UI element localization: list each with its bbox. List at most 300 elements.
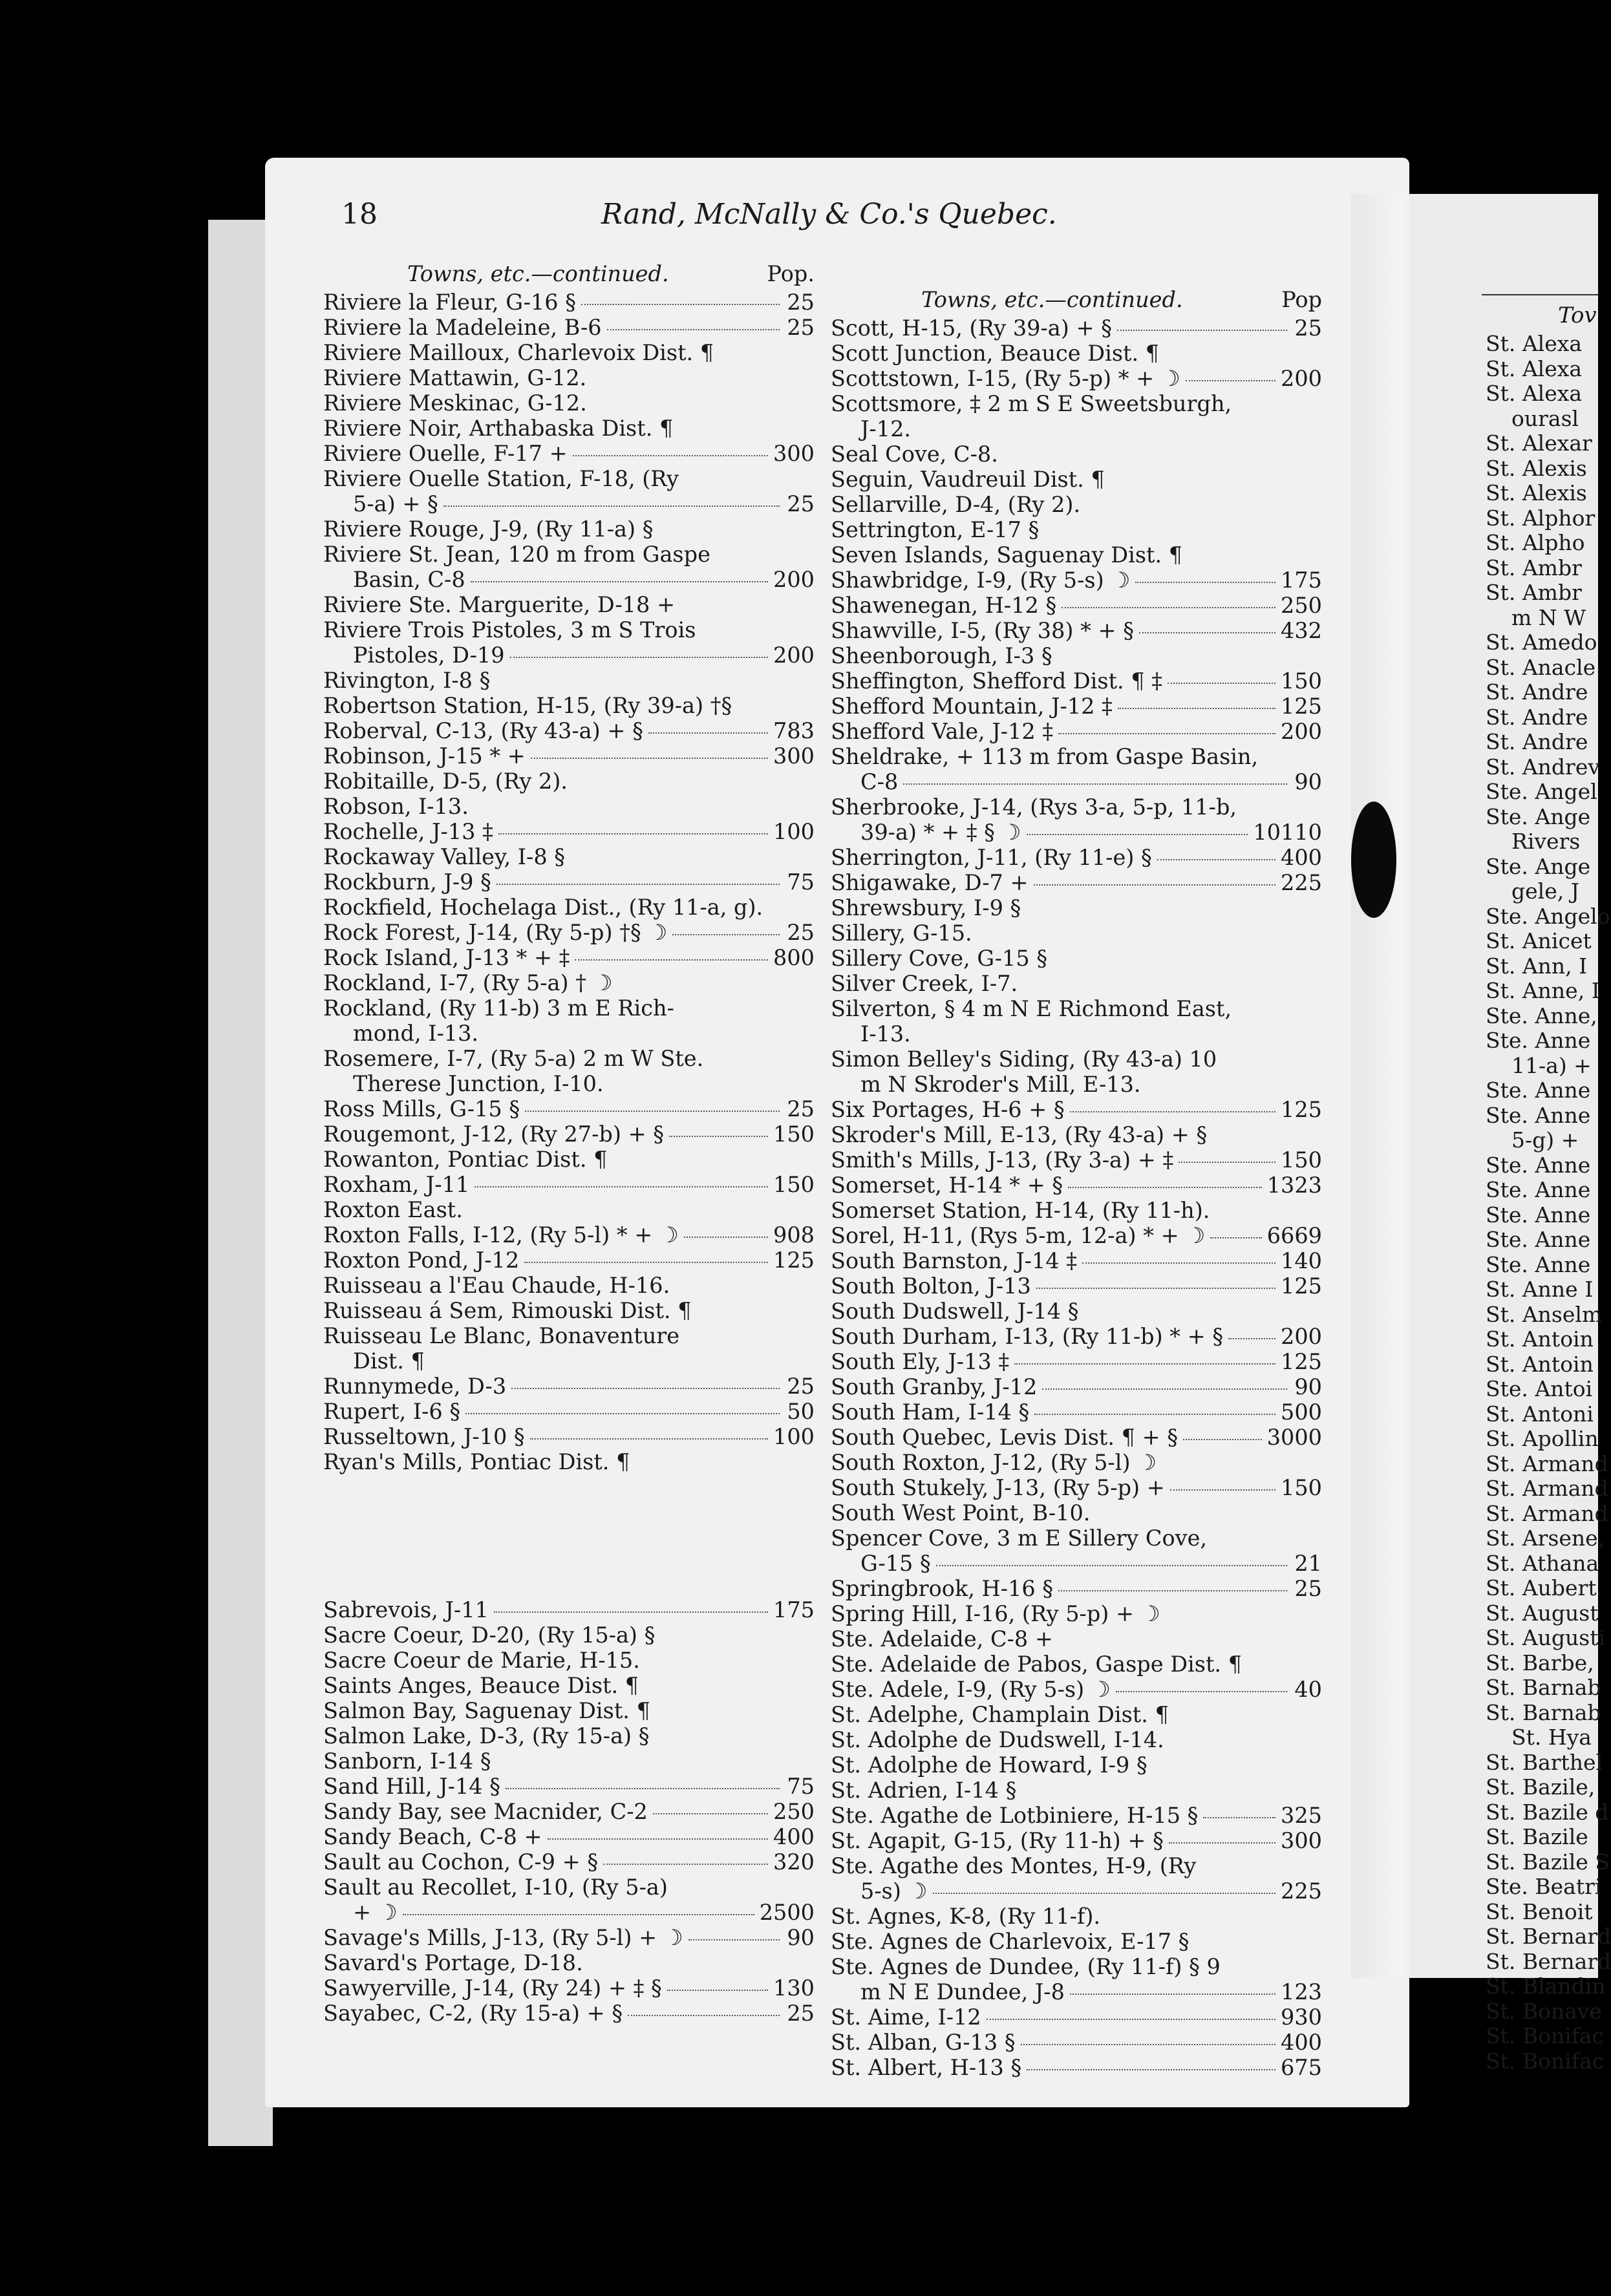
facing-page-entry: St. Armand bbox=[1486, 1476, 1608, 1501]
gazetteer-entry bbox=[323, 1147, 815, 1172]
entry-name: St. Albert, H-13 § bbox=[831, 2055, 1022, 2080]
facing-page-entry: ourasl bbox=[1511, 405, 1579, 431]
leader-dots bbox=[525, 1111, 780, 1112]
facing-page-entry: St. Blandin bbox=[1486, 1973, 1606, 1999]
facing-page-entry: St. Alexis bbox=[1486, 455, 1587, 481]
entry-name: Ryan's Mills, Pontiac Dist. ¶ bbox=[323, 1449, 630, 1474]
entry-name: Ruisseau á Sem, Rimouski Dist. ¶ bbox=[323, 1298, 692, 1323]
entry-population: 320 bbox=[773, 1849, 815, 1875]
entry-name: Savard's Portage, D-18. bbox=[323, 1950, 583, 1975]
gazetteer-entry bbox=[831, 1677, 1322, 1702]
gazetteer-entry bbox=[323, 1774, 815, 1799]
entry-name: South Granby, J-12 bbox=[831, 1374, 1038, 1399]
facing-page-entry: St. Bazile S bbox=[1486, 1849, 1610, 1875]
facing-page-entry: St. Hya bbox=[1511, 1725, 1592, 1750]
gazetteer-entry bbox=[831, 1727, 1322, 1752]
leader-dots bbox=[648, 732, 768, 734]
gazetteer-entry bbox=[831, 1299, 1322, 1324]
gazetteer-entry bbox=[323, 1374, 815, 1399]
entry-name: Ruisseau Le Blanc, Bonaventure bbox=[323, 1323, 680, 1348]
entry-name: Robson, I-13. bbox=[323, 794, 469, 819]
gazetteer-entry bbox=[831, 1500, 1322, 1525]
entry-name: Runnymede, D-3 bbox=[323, 1374, 507, 1399]
gazetteer-entry bbox=[831, 1752, 1322, 1778]
entry-continuation bbox=[323, 1071, 815, 1096]
left-column bbox=[323, 259, 815, 2026]
facing-page-entry: Ste. Ange bbox=[1486, 853, 1591, 879]
entry-name: Rowanton, Pontiac Dist. ¶ bbox=[323, 1147, 608, 1172]
entry-name: Riviere Rouge, J-9, (Ry 11-a) § bbox=[323, 516, 654, 542]
facing-page-entry: St. Armand bbox=[1486, 1500, 1608, 1526]
gazetteer-entry bbox=[831, 1475, 1322, 1500]
leader-dots bbox=[1168, 683, 1275, 684]
facing-page-entry: Ste. Antoi bbox=[1486, 1376, 1593, 1401]
facing-page-entry: Ste. Anne bbox=[1486, 1102, 1591, 1128]
facing-page-entry: Ste. Anne bbox=[1486, 1202, 1591, 1228]
facing-page-entry: St. Alpho bbox=[1486, 530, 1585, 555]
gazetteer-entry bbox=[323, 1222, 815, 1248]
entry-name-continued: I-13. bbox=[860, 1021, 911, 1047]
gazetteer-entry bbox=[831, 1576, 1322, 1601]
gazetteer-entry bbox=[323, 819, 815, 844]
entry-name: Sawyerville, J-14, (Ry 24) + ‡ § bbox=[323, 1975, 662, 2001]
leader-dots bbox=[1070, 1993, 1275, 1995]
entry-name: Rockburn, J-9 § bbox=[323, 869, 491, 895]
entry-name: Shawville, I-5, (Ry 38) * + § bbox=[831, 618, 1135, 643]
entry-name: South Quebec, Levis Dist. ¶ + § bbox=[831, 1425, 1179, 1450]
entry-population: 100 bbox=[773, 819, 815, 844]
entry-population: 125 bbox=[1281, 1349, 1322, 1374]
entry-name: Riviere la Madeleine, B-6 bbox=[323, 315, 602, 340]
facing-page-entry: St. Alexis bbox=[1486, 480, 1587, 505]
entry-continuation bbox=[831, 1979, 1322, 2004]
entry-name: Sanborn, I-14 § bbox=[323, 1749, 491, 1774]
entry-population: 300 bbox=[773, 743, 815, 769]
gazetteer-entry bbox=[831, 1525, 1322, 1551]
entry-name: Spencer Cove, 3 m E Sillery Cove, bbox=[831, 1525, 1208, 1551]
leader-dots bbox=[688, 1939, 780, 1940]
leader-dots bbox=[1021, 2044, 1275, 2045]
entry-population: 25 bbox=[787, 1096, 815, 1121]
entry-name: Riviere la Fleur, G-16 § bbox=[323, 290, 576, 315]
entry-name: Salmon Lake, D-3, (Ry 15-a) § bbox=[323, 1723, 650, 1749]
entry-name: Six Portages, H-6 + § bbox=[831, 1097, 1065, 1122]
entry-name: Seven Islands, Saguenay Dist. ¶ bbox=[831, 542, 1183, 568]
facing-page-entry: St. Anne I bbox=[1486, 1277, 1594, 1302]
entry-name: Scott, H-15, (Ry 39-a) + § bbox=[831, 315, 1112, 341]
entry-population: 50 bbox=[787, 1399, 815, 1424]
facing-page-entry: St. Antoni bbox=[1486, 1401, 1594, 1427]
entry-name: Shefford Mountain, J-12 ‡ bbox=[831, 694, 1113, 719]
entry-population: 150 bbox=[773, 1172, 815, 1197]
gazetteer-entry bbox=[831, 1450, 1322, 1475]
entry-name: South Stukely, J-13, (Ry 5-p) + bbox=[831, 1475, 1165, 1500]
entry-name: Shrewsbury, I-9 § bbox=[831, 895, 1021, 920]
entry-name: South Dudswell, J-14 § bbox=[831, 1299, 1079, 1324]
facing-page-entry: St. Anne, I bbox=[1486, 978, 1600, 1003]
entry-name: Sheldrake, + 113 m from Gaspe Basin, bbox=[831, 744, 1259, 769]
column-heading-text: Towns, etc.—continued. bbox=[921, 287, 1183, 312]
gazetteer-entry bbox=[323, 1622, 815, 1648]
leader-dots bbox=[531, 758, 768, 759]
entry-name: Scottsmore, ‡ 2 m S E Sweetsburgh, bbox=[831, 391, 1232, 416]
gazetteer-entry bbox=[831, 1248, 1322, 1273]
facing-page-entry: St. Bazile, bbox=[1486, 1774, 1595, 1800]
entry-name: Silver Creek, I-7. bbox=[831, 971, 1018, 996]
gazetteer-entry bbox=[323, 769, 815, 794]
entry-name: Rupert, I-6 § bbox=[323, 1399, 461, 1424]
gazetteer-entry bbox=[831, 920, 1322, 946]
facing-page-entry: Ste. Anne bbox=[1486, 1227, 1591, 1252]
gazetteer-entry bbox=[323, 315, 815, 340]
entry-name: Seal Cove, C-8. bbox=[831, 441, 998, 467]
entry-population: 175 bbox=[1281, 568, 1322, 593]
entry-name: Robinson, J-15 * + bbox=[323, 743, 526, 769]
page-edge-left bbox=[208, 220, 273, 2146]
facing-page-entry: Ste. Anne bbox=[1486, 1078, 1591, 1103]
gazetteer-entry bbox=[831, 1047, 1322, 1072]
entry-name: Sandy Beach, C-8 + bbox=[323, 1824, 542, 1849]
leader-dots bbox=[510, 657, 769, 658]
facing-page-entry: St. Alexar bbox=[1486, 430, 1592, 456]
entry-name: Riviere Mailloux, Charlevoix Dist. ¶ bbox=[323, 340, 714, 365]
facing-page-entry: St. Bonave bbox=[1486, 1998, 1603, 2024]
gazetteer-entry bbox=[323, 1648, 815, 1673]
entry-name-continued: 5-a) + § bbox=[353, 491, 438, 516]
entry-continuation bbox=[831, 1021, 1322, 1047]
leader-dots bbox=[511, 1388, 780, 1389]
entry-continuation bbox=[831, 1551, 1322, 1576]
entry-population: 6669 bbox=[1266, 1223, 1322, 1248]
entry-population: 75 bbox=[787, 869, 815, 895]
gazetteer-entry bbox=[831, 1223, 1322, 1248]
facing-page-entry: St. Andrev bbox=[1486, 754, 1601, 780]
leader-dots bbox=[1034, 1414, 1275, 1415]
entry-population: 300 bbox=[1281, 1828, 1322, 1853]
gazetteer-entry bbox=[831, 593, 1322, 618]
gazetteer-entry bbox=[831, 1778, 1322, 1803]
gazetteer-entry bbox=[831, 391, 1322, 416]
entry-population: 130 bbox=[773, 1975, 815, 2001]
facing-page-entry: Ste. Anne bbox=[1486, 1028, 1591, 1053]
entry-continuation bbox=[323, 643, 815, 668]
entry-name: Sayabec, C-2, (Ry 15-a) + § bbox=[323, 2001, 623, 2026]
entry-name-continued: m N E Dundee, J-8 bbox=[860, 1979, 1065, 2004]
gazetteer-entry bbox=[831, 568, 1322, 593]
facing-page-entry: Ste. Anne, bbox=[1486, 1003, 1597, 1028]
pop-heading: Pop. bbox=[767, 261, 815, 286]
entry-name: Simon Belley's Siding, (Ry 43-a) 10 bbox=[831, 1047, 1217, 1072]
entry-population: 75 bbox=[787, 1774, 815, 1799]
leader-dots bbox=[403, 1914, 754, 1915]
facing-page-entry: Ste. Anne bbox=[1486, 1251, 1591, 1277]
gazetteer-entry bbox=[831, 845, 1322, 870]
gazetteer-entry bbox=[323, 416, 815, 441]
entry-population: 125 bbox=[1281, 1273, 1322, 1299]
facing-page-entry: Rivers bbox=[1511, 829, 1581, 854]
entry-name: Sandy Bay, see Macnider, C-2 bbox=[323, 1799, 648, 1824]
gazetteer-entry bbox=[831, 1702, 1322, 1727]
entry-name: Sault au Recollet, I-10, (Ry 5-a) bbox=[323, 1875, 668, 1900]
gazetteer-entry bbox=[323, 1424, 815, 1449]
facing-page-entry: St. Aubert bbox=[1486, 1575, 1597, 1600]
entry-name: South Roxton, J-12, (Ry 5-l) ☽ bbox=[831, 1450, 1157, 1475]
gazetteer-entry bbox=[323, 794, 815, 819]
facing-page-entry: St. Bazile d bbox=[1486, 1799, 1609, 1825]
entry-name: St. Agapit, G-15, (Ry 11-h) + § bbox=[831, 1828, 1164, 1853]
entry-name: Ruisseau a l'Eau Chaude, H-16. bbox=[323, 1273, 670, 1298]
facing-page-entry: St. Antoin bbox=[1486, 1351, 1594, 1377]
entry-name-continued: Therese Junction, I-10. bbox=[353, 1071, 604, 1096]
entry-name: Sacre Coeur de Marie, H-15. bbox=[323, 1648, 640, 1673]
facing-page-entry: 11-a) + bbox=[1511, 1052, 1592, 1078]
facing-page-entry: St. Armand bbox=[1486, 1451, 1608, 1476]
leader-dots bbox=[653, 1813, 768, 1814]
leader-dots bbox=[471, 581, 768, 582]
gazetteer-entry bbox=[831, 694, 1322, 719]
entry-population: 250 bbox=[1281, 593, 1322, 618]
leader-dots bbox=[1183, 1439, 1262, 1440]
entry-name: Rochelle, J-13 ‡ bbox=[323, 819, 493, 844]
gazetteer-entry bbox=[831, 2055, 1322, 2080]
facing-page-list bbox=[1486, 332, 1611, 2074]
leader-dots bbox=[684, 1237, 768, 1238]
gazetteer-entry bbox=[831, 1626, 1322, 1652]
facing-page-entry: St. Amedo bbox=[1486, 630, 1597, 655]
entry-name: Saints Anges, Beauce Dist. ¶ bbox=[323, 1673, 639, 1698]
entry-population: 150 bbox=[1281, 1147, 1322, 1173]
gazetteer-entry bbox=[323, 390, 815, 416]
entry-name: Robertson Station, H-15, (Ry 39-a) †§ bbox=[323, 693, 732, 718]
facing-page-entry: Ste. Beatri bbox=[1486, 1874, 1602, 1899]
entry-population: 675 bbox=[1281, 2055, 1322, 2080]
gazetteer-entry bbox=[831, 744, 1322, 769]
leader-dots bbox=[1042, 1388, 1287, 1390]
gazetteer-entry bbox=[323, 895, 815, 920]
leader-dots bbox=[475, 1186, 768, 1187]
entry-continuation bbox=[323, 1900, 815, 1925]
entry-continuation bbox=[323, 567, 815, 592]
facing-page-entry: St. Alexa bbox=[1486, 331, 1583, 356]
entry-name: Roxton Falls, I-12, (Ry 5-l) * + ☽ bbox=[323, 1222, 679, 1248]
gazetteer-entry bbox=[831, 1147, 1322, 1173]
leader-dots bbox=[1170, 1489, 1275, 1491]
facing-page-entry: St. Apollin bbox=[1486, 1426, 1599, 1451]
facing-page-entry: St. Ambr bbox=[1486, 555, 1582, 580]
facing-page-entry: St. Anselm bbox=[1486, 1301, 1603, 1327]
gazetteer-entry bbox=[323, 718, 815, 743]
facing-page-entry: St. Augusti bbox=[1486, 1625, 1606, 1650]
entry-population: 125 bbox=[1281, 694, 1322, 719]
leader-dots bbox=[1027, 2069, 1275, 2070]
facing-page-entry: St. Alphor bbox=[1486, 505, 1595, 531]
gazetteer-entry bbox=[831, 492, 1322, 517]
entry-name: Rivington, I-8 § bbox=[323, 668, 491, 693]
leader-dots bbox=[628, 2015, 780, 2016]
leader-dots bbox=[669, 1136, 768, 1137]
gazetteer-entry bbox=[831, 996, 1322, 1021]
leader-dots bbox=[494, 1611, 768, 1613]
entry-name: South Durham, I-13, (Ry 11-b) * + § bbox=[831, 1324, 1224, 1349]
gazetteer-entry bbox=[323, 1975, 815, 2001]
gazetteer-entry bbox=[831, 542, 1322, 568]
entry-name-continued: m N Skroder's Mill, E-13. bbox=[860, 1072, 1141, 1097]
gazetteer-entry bbox=[323, 869, 815, 895]
entry-name: Roxham, J-11 bbox=[323, 1172, 470, 1197]
entry-population: 225 bbox=[1281, 1878, 1322, 1904]
entry-population: 125 bbox=[773, 1248, 815, 1273]
gazetteer-entry bbox=[323, 693, 815, 718]
entry-name: St. Adolphe de Howard, I-9 § bbox=[831, 1752, 1147, 1778]
gazetteer-entry bbox=[831, 668, 1322, 694]
entry-population: 175 bbox=[773, 1597, 815, 1622]
entry-population: 150 bbox=[1281, 668, 1322, 694]
gazetteer-entry bbox=[831, 1929, 1322, 1954]
entry-name: Roxton Pond, J-12 bbox=[323, 1248, 520, 1273]
entry-name: Sacre Coeur, D-20, (Ry 15-a) § bbox=[323, 1622, 656, 1648]
entry-name: Roxton East. bbox=[323, 1197, 463, 1222]
entry-population: 325 bbox=[1281, 1803, 1322, 1828]
entry-population: 400 bbox=[1281, 2030, 1322, 2055]
entry-population: 125 bbox=[1281, 1097, 1322, 1122]
leader-dots bbox=[1203, 1817, 1275, 1818]
gazetteer-entry bbox=[323, 970, 815, 995]
entry-name: Ste. Adelaide de Pabos, Gaspe Dist. ¶ bbox=[831, 1652, 1243, 1677]
entry-name: Russeltown, J-10 § bbox=[323, 1424, 525, 1449]
facing-page-entry: 5-g) + bbox=[1511, 1127, 1579, 1153]
gazetteer-entry bbox=[323, 1273, 815, 1298]
entry-name: Rock Island, J-13 * + ‡ bbox=[323, 945, 570, 970]
entry-continuation bbox=[323, 491, 815, 516]
entry-population: 400 bbox=[1281, 845, 1322, 870]
gazetteer-entry bbox=[323, 1925, 815, 1950]
leader-dots bbox=[1058, 733, 1275, 734]
entry-population: 25 bbox=[787, 290, 815, 315]
entry-name: Sault au Cochon, C-9 + § bbox=[323, 1849, 599, 1875]
entry-population: 783 bbox=[773, 718, 815, 743]
entry-name: Rockland, I-7, (Ry 5-a) † ☽ bbox=[323, 970, 613, 995]
entry-name: Riviere Meskinac, G-12. bbox=[323, 390, 587, 416]
entry-name: Shigawake, D-7 + bbox=[831, 870, 1029, 895]
entry-name: Ste. Agathe des Montes, H-9, (Ry bbox=[831, 1853, 1197, 1878]
entry-name-continued: J-12. bbox=[860, 416, 912, 441]
gazetteer-entry bbox=[323, 290, 815, 315]
gazetteer-entry bbox=[323, 1197, 815, 1222]
facing-page-entry: St. Andre bbox=[1486, 729, 1588, 754]
running-title: Rand, McNally & Co.'s Quebec. bbox=[601, 198, 1057, 231]
gazetteer-entry bbox=[831, 895, 1322, 920]
entry-name: Robitaille, D-5, (Ry 2). bbox=[323, 769, 568, 794]
entry-population: 500 bbox=[1281, 1399, 1322, 1425]
facing-page-entry: St. Barbe, bbox=[1486, 1650, 1594, 1675]
entry-population: 21 bbox=[1294, 1551, 1322, 1576]
entry-population: 90 bbox=[1294, 769, 1322, 794]
entry-population: 930 bbox=[1281, 2004, 1322, 2030]
gazetteer-entry bbox=[323, 920, 815, 945]
facing-page-entry: St. Alexa bbox=[1486, 356, 1583, 381]
entry-population: 3000 bbox=[1266, 1425, 1322, 1450]
leader-dots bbox=[1068, 1187, 1262, 1188]
entry-population: 908 bbox=[773, 1222, 815, 1248]
entry-name: Riviere Ouelle Station, F-18, (Ry bbox=[323, 466, 679, 491]
entry-name-continued: Dist. ¶ bbox=[353, 1348, 425, 1374]
entry-name: Scott Junction, Beauce Dist. ¶ bbox=[831, 341, 1160, 366]
leader-dots bbox=[1116, 1691, 1287, 1692]
gazetteer-entry bbox=[831, 618, 1322, 643]
gazetteer-entry bbox=[323, 1399, 815, 1424]
facing-page-entry: St. Bonifac bbox=[1486, 2023, 1605, 2048]
entry-continuation bbox=[831, 769, 1322, 794]
entry-name: Smith's Mills, J-13, (Ry 3-a) + ‡ bbox=[831, 1147, 1174, 1173]
entry-name: Sheenborough, I-3 § bbox=[831, 643, 1052, 668]
facing-page-entry: St. Andre bbox=[1486, 704, 1588, 730]
entry-name: Ross Mills, G-15 § bbox=[323, 1096, 520, 1121]
entry-name: Riviere Ouelle, F-17 + bbox=[323, 441, 568, 466]
entry-population: 90 bbox=[787, 1925, 815, 1950]
entry-name: South Barnston, J-14 ‡ bbox=[831, 1248, 1078, 1273]
entry-continuation bbox=[831, 1878, 1322, 1904]
gazetteer-entry bbox=[323, 1449, 815, 1474]
entry-name: Skroder's Mill, E-13, (Ry 43-a) + § bbox=[831, 1122, 1208, 1147]
gazetteer-entry bbox=[831, 1173, 1322, 1198]
leader-dots bbox=[1179, 1162, 1275, 1163]
gazetteer-entry bbox=[323, 1749, 815, 1774]
gazetteer-entry bbox=[831, 366, 1322, 391]
gazetteer-entry bbox=[323, 1723, 815, 1749]
leader-dots bbox=[465, 1413, 780, 1414]
facing-page-rule bbox=[1482, 294, 1598, 295]
leader-dots bbox=[1135, 582, 1275, 583]
entry-continuation bbox=[831, 416, 1322, 441]
gazetteer-entry bbox=[323, 542, 815, 567]
gazetteer-entry bbox=[831, 1904, 1322, 1929]
facing-page-entry: St. Bernard bbox=[1486, 1924, 1611, 1949]
entry-population: 10110 bbox=[1253, 820, 1322, 845]
facing-page-entry: St. Benoit bbox=[1486, 1898, 1593, 1924]
entry-population: 2500 bbox=[759, 1900, 815, 1925]
entry-population: 25 bbox=[787, 2001, 815, 2026]
entry-name: Salmon Bay, Saguenay Dist. ¶ bbox=[323, 1698, 650, 1723]
entry-name: Scottstown, I-15, (Ry 5-p) * + ☽ bbox=[831, 366, 1180, 391]
facing-page-entry: St. Barnab bbox=[1486, 1675, 1601, 1700]
facing-page-entry: St. Ambr bbox=[1486, 580, 1582, 605]
entry-continuation bbox=[323, 1348, 815, 1374]
gazetteer-entry bbox=[323, 945, 815, 970]
leader-dots bbox=[1014, 1363, 1275, 1365]
gazetteer-entry bbox=[831, 1803, 1322, 1828]
entry-population: 200 bbox=[1281, 1324, 1322, 1349]
facing-page-entry: St. Barthel bbox=[1486, 1749, 1603, 1775]
gazetteer-entry bbox=[831, 341, 1322, 366]
facing-page-entry: Ste. Anne bbox=[1486, 1177, 1591, 1202]
entry-population: 150 bbox=[773, 1121, 815, 1147]
facing-page-entry: Ste. Angel bbox=[1486, 779, 1597, 804]
leader-dots bbox=[1062, 607, 1275, 608]
gazetteer-entry bbox=[323, 743, 815, 769]
leader-dots bbox=[603, 1864, 768, 1865]
leader-dots bbox=[548, 1838, 768, 1840]
entry-name: Ste. Agnes de Charlevoix, E-17 § bbox=[831, 1929, 1190, 1954]
leader-dots bbox=[1210, 1237, 1261, 1238]
gazetteer-entry bbox=[831, 794, 1322, 820]
leader-dots bbox=[672, 934, 780, 935]
leader-dots bbox=[573, 455, 768, 456]
gazetteer-entry bbox=[831, 1122, 1322, 1147]
entry-name: Springbrook, H-16 § bbox=[831, 1576, 1054, 1601]
entry-name: Rougemont, J-12, (Ry 27-b) + § bbox=[323, 1121, 665, 1147]
gazetteer-entry bbox=[831, 1652, 1322, 1677]
leader-dots bbox=[1034, 884, 1275, 886]
